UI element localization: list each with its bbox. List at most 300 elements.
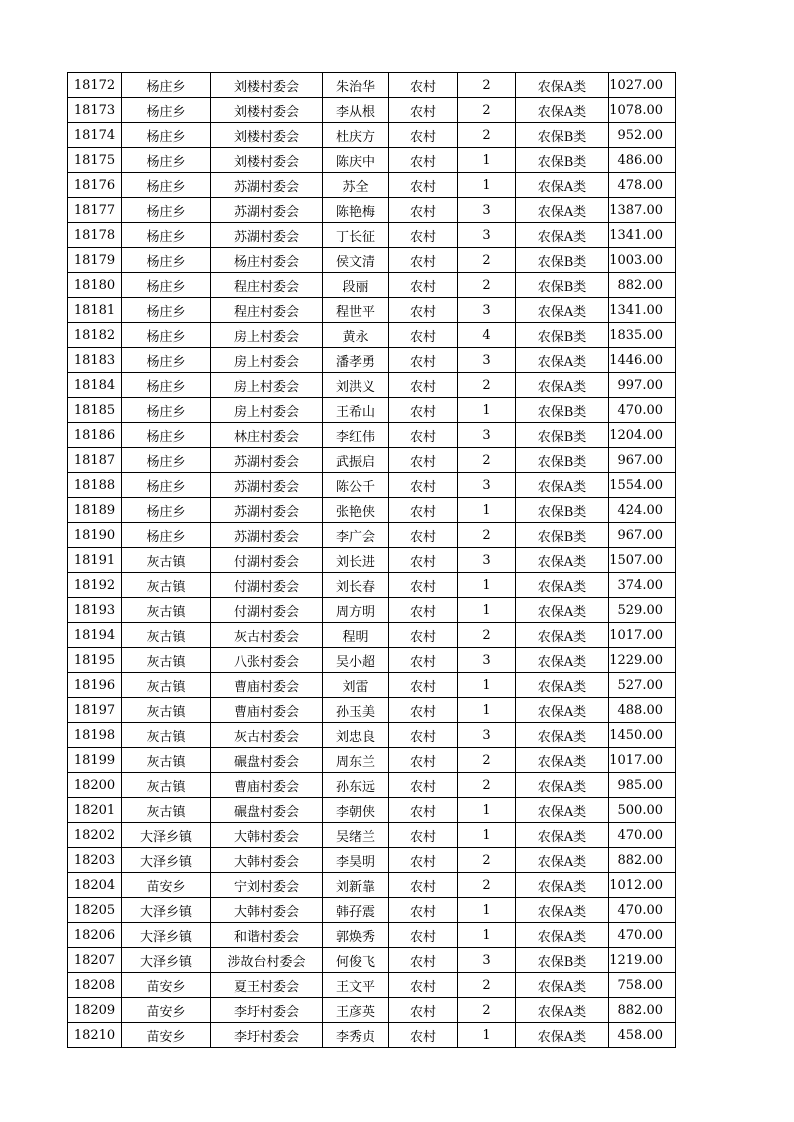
village-committee-cell: 刘楼村委会: [211, 123, 323, 148]
township-cell: 大泽乡镇: [122, 948, 211, 973]
name-cell: 张艳侠: [323, 498, 389, 523]
record-id-cell: 18175: [68, 148, 122, 173]
table-row: [68, 573, 676, 598]
residence-type-cell: 农村: [389, 848, 458, 873]
name-cell: 程世平: [323, 298, 389, 323]
insurance-category-cell: 农保A类: [516, 923, 609, 948]
township-cell: 灰古镇: [122, 723, 211, 748]
amount-cell: 1507.00: [609, 548, 676, 573]
record-id-cell: 18190: [68, 523, 122, 548]
amount-cell: 967.00: [609, 448, 676, 473]
village-committee-cell: 宁刘村委会: [211, 873, 323, 898]
household-size-cell: 3: [458, 223, 516, 248]
village-committee-cell: 苏湖村委会: [211, 498, 323, 523]
insurance-category-cell: 农保B类: [516, 423, 609, 448]
record-id-cell: 18202: [68, 823, 122, 848]
household-size-cell: 1: [458, 698, 516, 723]
insurance-category-cell: 农保A类: [516, 998, 609, 1023]
amount-cell: 952.00: [609, 123, 676, 148]
data-table: [67, 72, 676, 1048]
township-cell: 杨庄乡: [122, 148, 211, 173]
name-cell: 苏全: [323, 173, 389, 198]
residence-type-cell: 农村: [389, 698, 458, 723]
residence-type-cell: 农村: [389, 923, 458, 948]
insurance-category-cell: 农保A类: [516, 573, 609, 598]
insurance-category-cell: 农保B类: [516, 123, 609, 148]
household-size-cell: 3: [458, 298, 516, 323]
table-row: [68, 723, 676, 748]
amount-cell: 1554.00: [609, 473, 676, 498]
name-cell: 周东兰: [323, 748, 389, 773]
table-row: [68, 648, 676, 673]
record-id-cell: 18209: [68, 998, 122, 1023]
insurance-category-cell: 农保A类: [516, 98, 609, 123]
table-body: [68, 73, 676, 1048]
household-size-cell: 2: [458, 623, 516, 648]
residence-type-cell: 农村: [389, 673, 458, 698]
village-committee-cell: 房上村委会: [211, 323, 323, 348]
table-row: [68, 523, 676, 548]
amount-cell: 1003.00: [609, 248, 676, 273]
record-id-cell: 18189: [68, 498, 122, 523]
name-cell: 李秀贞: [323, 1023, 389, 1048]
table-row: [68, 773, 676, 798]
record-id-cell: 18199: [68, 748, 122, 773]
table-row: [68, 948, 676, 973]
household-size-cell: 1: [458, 498, 516, 523]
insurance-category-cell: 农保A类: [516, 473, 609, 498]
table-row: [68, 223, 676, 248]
name-cell: 李朝侠: [323, 798, 389, 823]
village-committee-cell: 苏湖村委会: [211, 448, 323, 473]
record-id-cell: 18186: [68, 423, 122, 448]
name-cell: 李从根: [323, 98, 389, 123]
residence-type-cell: 农村: [389, 823, 458, 848]
record-id-cell: 18183: [68, 348, 122, 373]
insurance-category-cell: 农保B类: [516, 448, 609, 473]
township-cell: 灰古镇: [122, 573, 211, 598]
amount-cell: 470.00: [609, 898, 676, 923]
village-committee-cell: 刘楼村委会: [211, 73, 323, 98]
village-committee-cell: 苏湖村委会: [211, 223, 323, 248]
record-id-cell: 18177: [68, 198, 122, 223]
residence-type-cell: 农村: [389, 973, 458, 998]
name-cell: 陈庆中: [323, 148, 389, 173]
amount-cell: 1017.00: [609, 748, 676, 773]
township-cell: 灰古镇: [122, 548, 211, 573]
amount-cell: 985.00: [609, 773, 676, 798]
household-size-cell: 2: [458, 373, 516, 398]
insurance-category-cell: 农保A类: [516, 798, 609, 823]
table-row: [68, 348, 676, 373]
household-size-cell: 1: [458, 923, 516, 948]
insurance-category-cell: 农保A类: [516, 223, 609, 248]
residence-type-cell: 农村: [389, 798, 458, 823]
household-size-cell: 2: [458, 873, 516, 898]
name-cell: 刘雷: [323, 673, 389, 698]
household-size-cell: 1: [458, 598, 516, 623]
record-id-cell: 18210: [68, 1023, 122, 1048]
township-cell: 灰古镇: [122, 748, 211, 773]
village-committee-cell: 大韩村委会: [211, 823, 323, 848]
record-id-cell: 18174: [68, 123, 122, 148]
table-row: [68, 323, 676, 348]
township-cell: 大泽乡镇: [122, 898, 211, 923]
township-cell: 杨庄乡: [122, 523, 211, 548]
residence-type-cell: 农村: [389, 448, 458, 473]
amount-cell: 1450.00: [609, 723, 676, 748]
amount-cell: 1446.00: [609, 348, 676, 373]
household-size-cell: 2: [458, 98, 516, 123]
village-committee-cell: 大韩村委会: [211, 898, 323, 923]
residence-type-cell: 农村: [389, 598, 458, 623]
table-row: [68, 673, 676, 698]
residence-type-cell: 农村: [389, 498, 458, 523]
township-cell: 杨庄乡: [122, 298, 211, 323]
record-id-cell: 18181: [68, 298, 122, 323]
insurance-category-cell: 农保A类: [516, 73, 609, 98]
township-cell: 杨庄乡: [122, 123, 211, 148]
name-cell: 刘长进: [323, 548, 389, 573]
name-cell: 黄永: [323, 323, 389, 348]
household-size-cell: 2: [458, 273, 516, 298]
insurance-category-cell: 农保A类: [516, 598, 609, 623]
amount-cell: 1341.00: [609, 223, 676, 248]
township-cell: 灰古镇: [122, 623, 211, 648]
township-cell: 杨庄乡: [122, 448, 211, 473]
insurance-category-cell: 农保A类: [516, 173, 609, 198]
name-cell: 朱治华: [323, 73, 389, 98]
insurance-category-cell: 农保A类: [516, 198, 609, 223]
name-cell: 王文平: [323, 973, 389, 998]
household-size-cell: 3: [458, 198, 516, 223]
table-row: [68, 548, 676, 573]
insurance-category-cell: 农保A类: [516, 723, 609, 748]
table-row: [68, 1023, 676, 1048]
amount-cell: 500.00: [609, 798, 676, 823]
residence-type-cell: 农村: [389, 548, 458, 573]
township-cell: 灰古镇: [122, 773, 211, 798]
village-committee-cell: 房上村委会: [211, 373, 323, 398]
residence-type-cell: 农村: [389, 748, 458, 773]
residence-type-cell: 农村: [389, 223, 458, 248]
table-row: [68, 298, 676, 323]
amount-cell: 470.00: [609, 923, 676, 948]
amount-cell: 478.00: [609, 173, 676, 198]
amount-cell: 758.00: [609, 973, 676, 998]
household-size-cell: 1: [458, 398, 516, 423]
table-row: [68, 623, 676, 648]
name-cell: 侯文清: [323, 248, 389, 273]
township-cell: 杨庄乡: [122, 248, 211, 273]
table-row: [68, 248, 676, 273]
name-cell: 杜庆方: [323, 123, 389, 148]
village-committee-cell: 刘楼村委会: [211, 98, 323, 123]
household-size-cell: 2: [458, 123, 516, 148]
table-row: [68, 873, 676, 898]
village-committee-cell: 涉故台村委会: [211, 948, 323, 973]
township-cell: 苗安乡: [122, 973, 211, 998]
insurance-category-cell: 农保A类: [516, 623, 609, 648]
village-committee-cell: 曹庙村委会: [211, 773, 323, 798]
household-size-cell: 2: [458, 523, 516, 548]
record-id-cell: 18176: [68, 173, 122, 198]
insurance-category-cell: 农保A类: [516, 773, 609, 798]
table-row: [68, 73, 676, 98]
township-cell: 杨庄乡: [122, 73, 211, 98]
township-cell: 苗安乡: [122, 998, 211, 1023]
record-id-cell: 18206: [68, 923, 122, 948]
amount-cell: 470.00: [609, 398, 676, 423]
table-row: [68, 798, 676, 823]
residence-type-cell: 农村: [389, 148, 458, 173]
village-committee-cell: 刘楼村委会: [211, 148, 323, 173]
residence-type-cell: 农村: [389, 723, 458, 748]
household-size-cell: 2: [458, 773, 516, 798]
township-cell: 杨庄乡: [122, 323, 211, 348]
record-id-cell: 18201: [68, 798, 122, 823]
name-cell: 吴绪兰: [323, 823, 389, 848]
amount-cell: 1027.00: [609, 73, 676, 98]
name-cell: 潘孝勇: [323, 348, 389, 373]
residence-type-cell: 农村: [389, 948, 458, 973]
residence-type-cell: 农村: [389, 198, 458, 223]
village-committee-cell: 大韩村委会: [211, 848, 323, 873]
record-id-cell: 18197: [68, 698, 122, 723]
name-cell: 丁长征: [323, 223, 389, 248]
record-id-cell: 18205: [68, 898, 122, 923]
township-cell: 杨庄乡: [122, 498, 211, 523]
residence-type-cell: 农村: [389, 248, 458, 273]
insurance-category-cell: 农保B类: [516, 323, 609, 348]
household-size-cell: 1: [458, 898, 516, 923]
record-id-cell: 18200: [68, 773, 122, 798]
name-cell: 何俊飞: [323, 948, 389, 973]
village-committee-cell: 李圩村委会: [211, 1023, 323, 1048]
table-row: [68, 98, 676, 123]
table-row: [68, 998, 676, 1023]
record-id-cell: 18184: [68, 373, 122, 398]
household-size-cell: 1: [458, 1023, 516, 1048]
residence-type-cell: 农村: [389, 873, 458, 898]
amount-cell: 967.00: [609, 523, 676, 548]
insurance-category-cell: 农保B类: [516, 248, 609, 273]
residence-type-cell: 农村: [389, 623, 458, 648]
township-cell: 灰古镇: [122, 598, 211, 623]
township-cell: 大泽乡镇: [122, 923, 211, 948]
residence-type-cell: 农村: [389, 123, 458, 148]
insurance-category-cell: 农保A类: [516, 373, 609, 398]
amount-cell: 486.00: [609, 148, 676, 173]
household-size-cell: 1: [458, 148, 516, 173]
amount-cell: 1017.00: [609, 623, 676, 648]
insurance-category-cell: 农保A类: [516, 848, 609, 873]
residence-type-cell: 农村: [389, 373, 458, 398]
record-id-cell: 18193: [68, 598, 122, 623]
residence-type-cell: 农村: [389, 648, 458, 673]
name-cell: 段丽: [323, 273, 389, 298]
amount-cell: 1229.00: [609, 648, 676, 673]
insurance-category-cell: 农保A类: [516, 973, 609, 998]
name-cell: 陈公千: [323, 473, 389, 498]
amount-cell: 488.00: [609, 698, 676, 723]
amount-cell: 1204.00: [609, 423, 676, 448]
name-cell: 周方明: [323, 598, 389, 623]
table-row: [68, 148, 676, 173]
township-cell: 灰古镇: [122, 648, 211, 673]
township-cell: 杨庄乡: [122, 398, 211, 423]
township-cell: 灰古镇: [122, 798, 211, 823]
table-row: [68, 373, 676, 398]
name-cell: 韩孖震: [323, 898, 389, 923]
township-cell: 大泽乡镇: [122, 848, 211, 873]
residence-type-cell: 农村: [389, 1023, 458, 1048]
insurance-category-cell: 农保A类: [516, 1023, 609, 1048]
household-size-cell: 2: [458, 998, 516, 1023]
insurance-category-cell: 农保B类: [516, 273, 609, 298]
table-row: [68, 473, 676, 498]
record-id-cell: 18192: [68, 573, 122, 598]
household-size-cell: 2: [458, 973, 516, 998]
table-row: [68, 698, 676, 723]
insurance-category-cell: 农保B类: [516, 498, 609, 523]
amount-cell: 997.00: [609, 373, 676, 398]
village-committee-cell: 碾盘村委会: [211, 748, 323, 773]
residence-type-cell: 农村: [389, 998, 458, 1023]
insurance-category-cell: 农保A类: [516, 873, 609, 898]
record-id-cell: 18207: [68, 948, 122, 973]
amount-cell: 1387.00: [609, 198, 676, 223]
township-cell: 苗安乡: [122, 1023, 211, 1048]
household-size-cell: 3: [458, 548, 516, 573]
record-id-cell: 18187: [68, 448, 122, 473]
record-id-cell: 18182: [68, 323, 122, 348]
village-committee-cell: 付湖村委会: [211, 573, 323, 598]
household-size-cell: 1: [458, 673, 516, 698]
amount-cell: 882.00: [609, 848, 676, 873]
village-committee-cell: 苏湖村委会: [211, 198, 323, 223]
record-id-cell: 18178: [68, 223, 122, 248]
township-cell: 杨庄乡: [122, 198, 211, 223]
township-cell: 苗安乡: [122, 873, 211, 898]
residence-type-cell: 农村: [389, 173, 458, 198]
village-committee-cell: 付湖村委会: [211, 598, 323, 623]
household-size-cell: 1: [458, 798, 516, 823]
insurance-category-cell: 农保A类: [516, 298, 609, 323]
village-committee-cell: 和谐村委会: [211, 923, 323, 948]
amount-cell: 1835.00: [609, 323, 676, 348]
amount-cell: 1078.00: [609, 98, 676, 123]
table-row: [68, 848, 676, 873]
residence-type-cell: 农村: [389, 298, 458, 323]
name-cell: 武振启: [323, 448, 389, 473]
table-row: [68, 273, 676, 298]
record-id-cell: 18191: [68, 548, 122, 573]
record-id-cell: 18180: [68, 273, 122, 298]
name-cell: 李红伟: [323, 423, 389, 448]
residence-type-cell: 农村: [389, 98, 458, 123]
amount-cell: 882.00: [609, 273, 676, 298]
amount-cell: 470.00: [609, 823, 676, 848]
township-cell: 杨庄乡: [122, 223, 211, 248]
table-row: [68, 923, 676, 948]
residence-type-cell: 农村: [389, 423, 458, 448]
village-committee-cell: 曹庙村委会: [211, 673, 323, 698]
township-cell: 杨庄乡: [122, 273, 211, 298]
household-size-cell: 2: [458, 748, 516, 773]
record-id-cell: 18196: [68, 673, 122, 698]
amount-cell: 882.00: [609, 998, 676, 1023]
name-cell: 程明: [323, 623, 389, 648]
village-committee-cell: 房上村委会: [211, 398, 323, 423]
insurance-category-cell: 农保A类: [516, 348, 609, 373]
residence-type-cell: 农村: [389, 323, 458, 348]
name-cell: 刘洪义: [323, 373, 389, 398]
table-row: [68, 123, 676, 148]
residence-type-cell: 农村: [389, 398, 458, 423]
village-committee-cell: 付湖村委会: [211, 548, 323, 573]
village-committee-cell: 程庄村委会: [211, 273, 323, 298]
insurance-category-cell: 农保B类: [516, 148, 609, 173]
name-cell: 刘新靠: [323, 873, 389, 898]
amount-cell: 458.00: [609, 1023, 676, 1048]
name-cell: 刘忠良: [323, 723, 389, 748]
household-size-cell: 2: [458, 448, 516, 473]
village-committee-cell: 李圩村委会: [211, 998, 323, 1023]
name-cell: 王希山: [323, 398, 389, 423]
insurance-category-cell: 农保A类: [516, 698, 609, 723]
record-id-cell: 18179: [68, 248, 122, 273]
township-cell: 杨庄乡: [122, 173, 211, 198]
name-cell: 李昊明: [323, 848, 389, 873]
household-size-cell: 2: [458, 848, 516, 873]
household-size-cell: 3: [458, 723, 516, 748]
record-id-cell: 18204: [68, 873, 122, 898]
record-id-cell: 18173: [68, 98, 122, 123]
village-committee-cell: 灰古村委会: [211, 623, 323, 648]
insurance-category-cell: 农保B类: [516, 398, 609, 423]
village-committee-cell: 灰古村委会: [211, 723, 323, 748]
name-cell: 王彦英: [323, 998, 389, 1023]
township-cell: 杨庄乡: [122, 98, 211, 123]
residence-type-cell: 农村: [389, 523, 458, 548]
village-committee-cell: 夏王村委会: [211, 973, 323, 998]
table-row: [68, 973, 676, 998]
amount-cell: 424.00: [609, 498, 676, 523]
amount-cell: 529.00: [609, 598, 676, 623]
township-cell: 杨庄乡: [122, 423, 211, 448]
record-id-cell: 18172: [68, 73, 122, 98]
village-committee-cell: 碾盘村委会: [211, 798, 323, 823]
village-committee-cell: 房上村委会: [211, 348, 323, 373]
household-size-cell: 3: [458, 473, 516, 498]
table-row: [68, 823, 676, 848]
amount-cell: 1219.00: [609, 948, 676, 973]
village-committee-cell: 苏湖村委会: [211, 173, 323, 198]
name-cell: 刘长春: [323, 573, 389, 598]
residence-type-cell: 农村: [389, 73, 458, 98]
table-row: [68, 898, 676, 923]
household-size-cell: 3: [458, 423, 516, 448]
household-size-cell: 1: [458, 573, 516, 598]
record-id-cell: 18203: [68, 848, 122, 873]
household-size-cell: 4: [458, 323, 516, 348]
record-id-cell: 18194: [68, 623, 122, 648]
township-cell: 灰古镇: [122, 673, 211, 698]
village-committee-cell: 苏湖村委会: [211, 473, 323, 498]
township-cell: 灰古镇: [122, 698, 211, 723]
residence-type-cell: 农村: [389, 473, 458, 498]
